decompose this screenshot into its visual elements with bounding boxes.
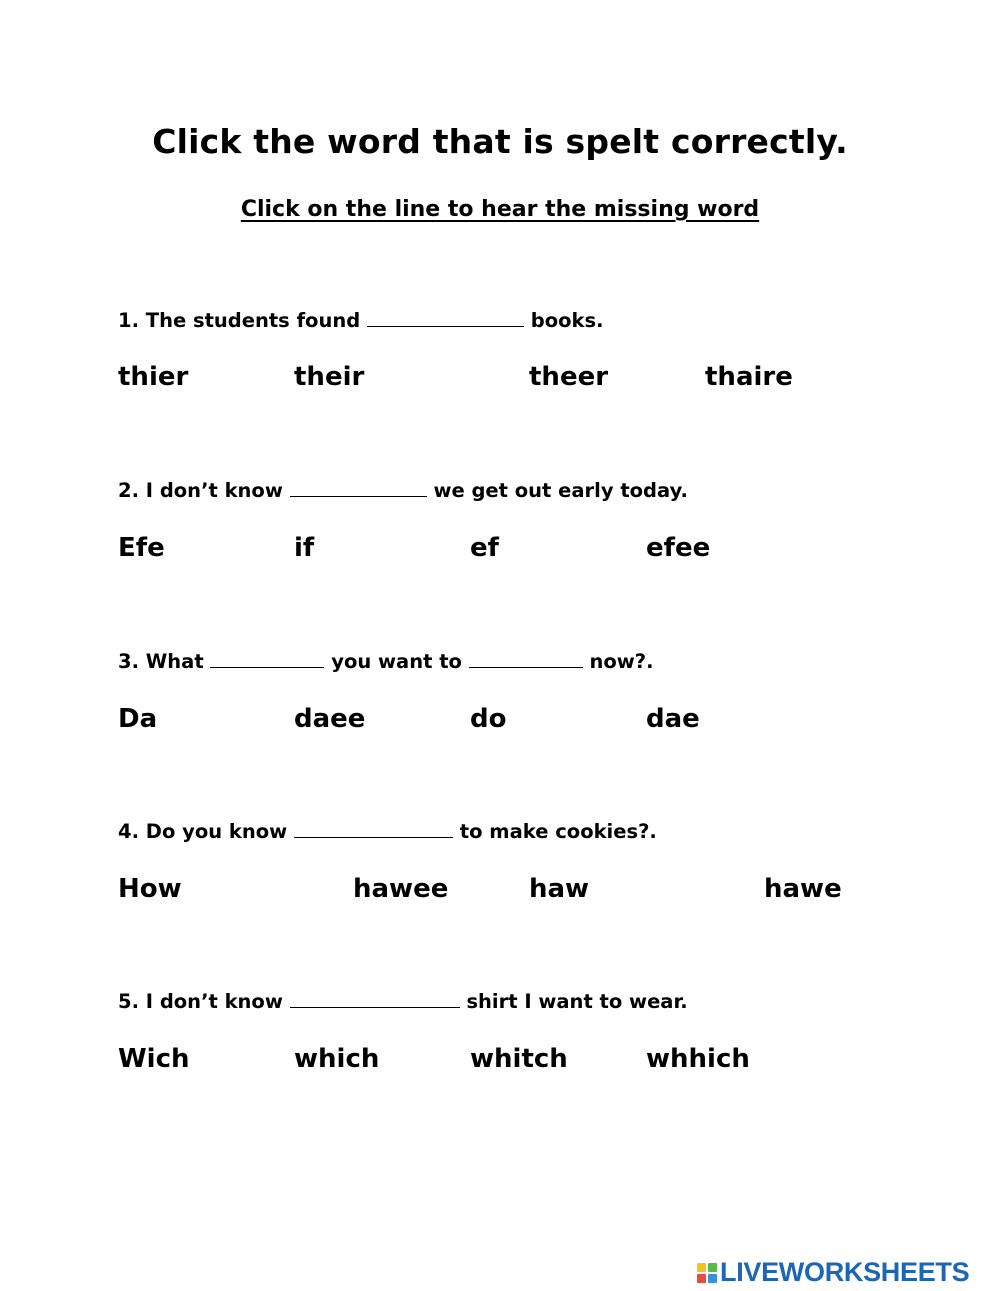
question-text: The students found: [145, 309, 361, 332]
option-word[interactable]: theer: [529, 362, 609, 392]
option-word[interactable]: thaire: [705, 362, 793, 392]
question-5: [118, 990, 688, 1013]
question-2: [118, 479, 688, 502]
question-text: What: [145, 650, 204, 673]
question-text: shirt I want to wear.: [466, 990, 688, 1013]
option-word[interactable]: How: [118, 874, 182, 904]
worksheet-subtitle: Click on the line to hear the missing word: [240, 197, 760, 222]
answer-blank[interactable]: [367, 325, 524, 327]
logo-blocks-icon: [697, 1263, 717, 1283]
option-word[interactable]: Wich: [118, 1044, 190, 1074]
logo-text: LIVEWORKSHEETS: [720, 1257, 970, 1287]
option-word[interactable]: efee: [646, 533, 711, 563]
option-word[interactable]: which: [294, 1044, 380, 1074]
option-word[interactable]: daee: [294, 704, 366, 734]
logo-block: [708, 1274, 717, 1283]
answer-blank[interactable]: [469, 666, 583, 668]
option-word[interactable]: ef: [470, 533, 499, 563]
answer-blank[interactable]: [294, 836, 453, 838]
liveworksheets-logo: [697, 1257, 969, 1288]
option-word[interactable]: Da: [118, 704, 158, 734]
question-number: 1.: [118, 309, 139, 332]
question-text: to make cookies?.: [459, 820, 657, 843]
option-word[interactable]: hawee: [353, 874, 449, 904]
option-word[interactable]: hawe: [764, 874, 842, 904]
answer-blank[interactable]: [210, 666, 324, 668]
option-word[interactable]: Efe: [118, 533, 165, 563]
option-word[interactable]: whhich: [646, 1044, 750, 1074]
worksheet-title: Click the word that is spelt correctly.: [152, 122, 848, 161]
option-word[interactable]: if: [294, 533, 315, 563]
question-number: 3.: [118, 650, 139, 673]
question-text: Do you know: [145, 820, 288, 843]
option-word[interactable]: haw: [529, 874, 590, 904]
logo-block: [708, 1263, 717, 1272]
logo-block: [697, 1263, 706, 1272]
question-text: you want to: [331, 650, 462, 673]
question-text: books.: [530, 309, 604, 332]
option-word[interactable]: dae: [646, 704, 700, 734]
question-number: 4.: [118, 820, 139, 843]
question-text: now?.: [589, 650, 654, 673]
option-word[interactable]: thier: [118, 362, 189, 392]
option-word[interactable]: their: [294, 362, 365, 392]
question-1: [118, 309, 604, 332]
option-word[interactable]: do: [470, 704, 507, 734]
question-number: 2.: [118, 479, 139, 502]
answer-blank[interactable]: [290, 495, 427, 497]
question-text: we get out early today.: [433, 479, 688, 502]
answer-blank[interactable]: [290, 1006, 460, 1008]
question-3: [118, 650, 654, 673]
logo-block: [697, 1274, 706, 1283]
option-word[interactable]: whitch: [470, 1044, 568, 1074]
question-text: I don’t know: [145, 990, 283, 1013]
question-text: I don’t know: [145, 479, 283, 502]
question-number: 5.: [118, 990, 139, 1013]
question-4: [118, 820, 657, 843]
